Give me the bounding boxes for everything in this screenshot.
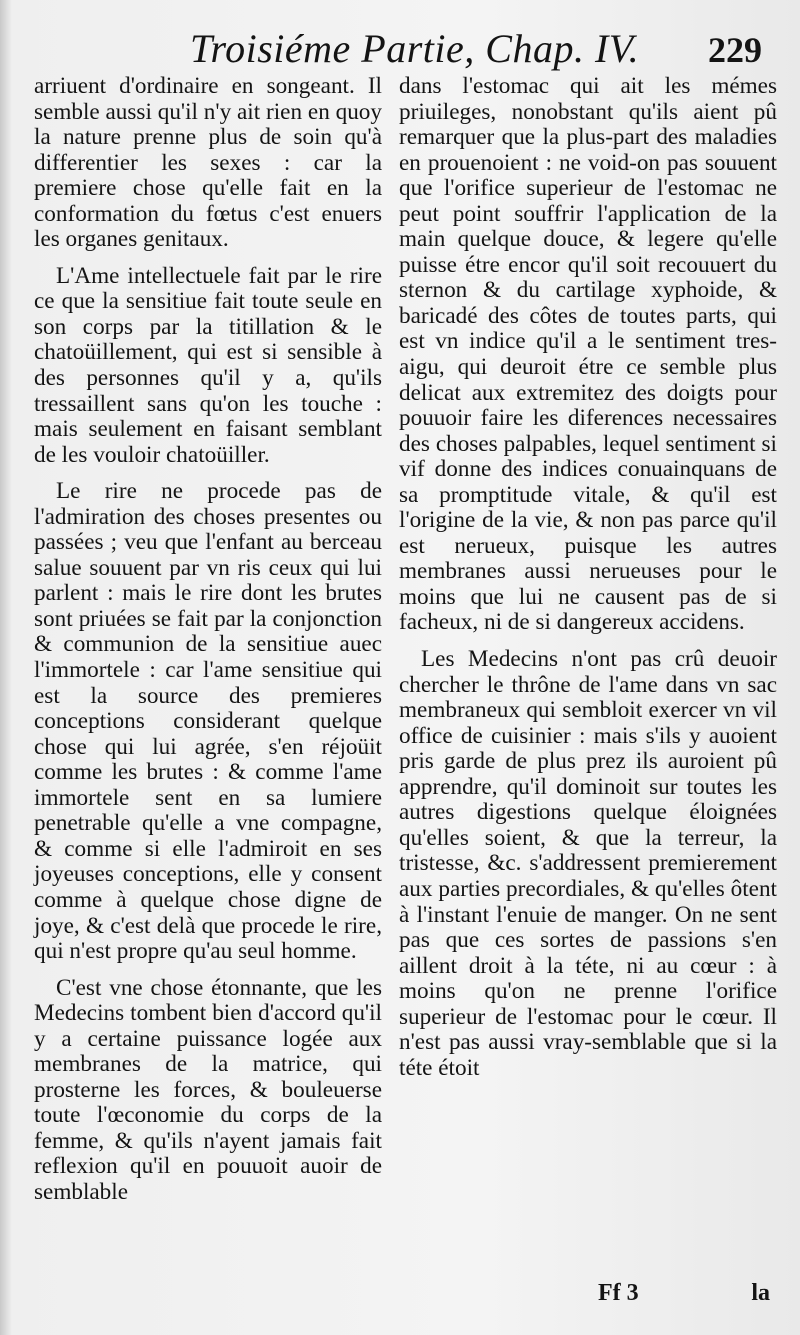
- page-number: 229: [708, 30, 762, 70]
- paragraph: L'Ame intellectuele fait par le rire ce que la sensitiue fait toute seule en son corps par la titillation & le chatoüillement, qui est si sensible à des personnes qu'il y a, qu'ils tressaillent sans qu'on les touche : mais seulement en faisant semblant de les vouloir chatoüiller.: [34, 262, 382, 468]
- paragraph: arriuent d'ordinaire en songeant. Il semble aussi qu'il n'y ait rien en quoy la nature prenne plus de soin qu'à differentier les sexes : car la premiere chose qu'elle fait en la conformation du fœtus c'est enuers les organes genitaux.: [34, 73, 382, 253]
- catchword: la: [751, 1280, 770, 1306]
- page-header: [0, 20, 800, 80]
- paragraph: C'est vne chose étonnante, que les Medecins tombent bien d'accord qu'il y a certaine puissance logée aux membranes de la matrice, qui prosterne les forces, & bouleuerse toute l'œconomie du corps de la femme, & qu'ils n'ayent jamais fait reflexion qu'il en pouuoit auoir de semblable: [34, 974, 382, 1205]
- right-column: [399, 74, 777, 1081]
- running-title: Troisiéme Partie, Chap. IV.: [190, 26, 640, 71]
- page-footer: [0, 1280, 800, 1320]
- paragraph: Les Medecins n'ont pas crû deuoir chercher le thrône de l'ame dans vn sac membraneux qui sembloit exercer vn vil office de cuisinier : mais s'ils y auoient pris garde de plus prez ils auroient pû apprendre, qu'il dominoit sur toutes les autres digestions quelque éloignées qu'elles soient, & que la terreur, la tristesse, &c. s'addressent premierement aux parties precordiales, & qu'elles ôtent à l'instant l'enuie de manger. On ne sent pas que ces sortes de passions s'en aillent droit à la téte, ni au cœur : à moins qu'on ne prenne l'orifice superieur de l'estomac pour le cœur. Il n'est pas aussi vray-semblable que si la téte étoit: [399, 646, 777, 1081]
- paragraph: Le rire ne procede pas de l'admiration des choses presentes ou passées ; veu que l'enfant au berceau salue souuent par vn ris ceux qui lui parlent : mais le rire dont les brutes sont priuées se fait par la conjonction & communion de la sensitiue auec l'immortele : car l'ame sensitiue qui est la source des premieres conceptions considerant quelque chose qui lui agrée, s'en réjoüit comme les brutes : & comme l'ame immortele sent en sa lumiere penetrable qu'elle a vne compagne, & comme si elle l'admiroit en ses joyeuses conceptions, elle y consent comme à quelque chose digne de joye, & c'est delà que procede le rire, qui n'est propre qu'au seul homme.: [34, 478, 382, 965]
- signature-mark: Ff 3: [598, 1280, 639, 1306]
- paragraph: dans l'estomac qui ait les mémes priuileges, nonobstant qu'ils aient pû remarquer que la plus-part des maladies en prouenoient : ne void-on pas souuent que l'orifice superieur de l'estomac ne peut point souffrir l'application de la main quelque douce, & legere qu'elle puisse étre encor qu'il soit recouuert du sternon & du cartilage xyphoide, & baricadé des côtes de toutes parts, qui est vn indice qu'il a le sentiment tres-aigu, qui deuroit étre ce semble plus delicat aux extremitez des doigts pour pouuoir faire les diferences necessaires des choses palpables, lequel sentiment si vif donne des indices conuainquans de sa promptitude vitale, & qu'il est l'origine de la vie, & non pas parce qu'il est nerueux, puisque les autres membranes aussi nerueuses pour le moins que lui ne causent pas de si facheux, ni de si dangereux accidens.: [399, 73, 777, 636]
- left-column: [34, 74, 382, 1206]
